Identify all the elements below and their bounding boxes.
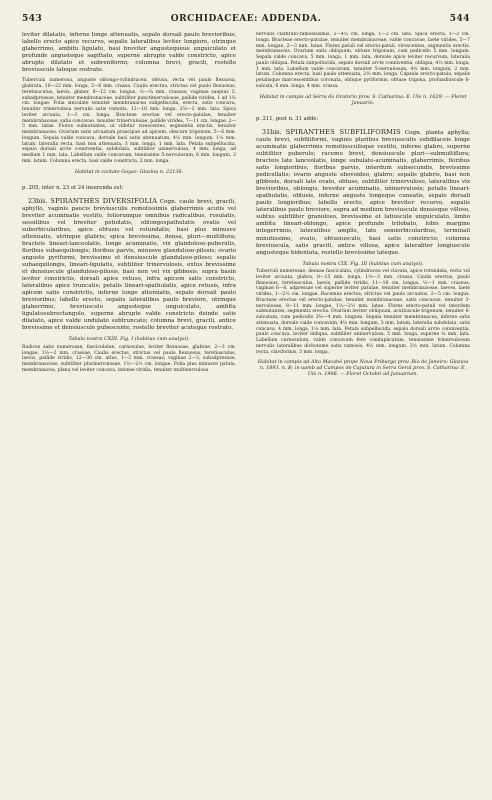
left-plate-reference: Tabula nostra CXIII. Fig. I (habitus cum analysi). — [68, 336, 190, 343]
species-name: SPIRANTHES DIVERSIFOLIA — [50, 196, 158, 205]
right-column — [256, 32, 470, 378]
right-species-entry — [256, 129, 470, 257]
species-diagnosis: caule brevi, gracili, aphyllo, vaginis paucis breviusculis remotissimis glaberrimis acutis vel breviter acuminatis vestito, foliorumque omnibus radicalibus, rosulatis, sessilibus vel breviter petiolatis, oblongospathulatis ovatis vel suborbicularibus, apice obtusis vel rotundatis, basi plus minusve attenuatis, utrinque glabris; spica brevissima, densa, pluri—multiflora; bracteis lineari-lanceolatis, longe acuminatis, vix glandoloso-puberulis, floribus subaequilongis; floribus parvis, minusve glanduloso-pilosis; ovario anguste pyriformi, brevissime et densiuscule glanduloso-piloso; sepalis subaequilongis, lineari-ligulatis, subtiliter trinervulosis, extus brevissime et densiuscule glanduloso-pilosis, basi non vel vix gibbosis, supra basin leviter constrictis, dorsali apice retuso, infra apicem satis constricto, lateralibus apice truncatis; petalis lineari-spathulatis, apice retusis, infra apicem satis constrictis, inferne longe attenuatis, sepalo dorsali paulo brevioribus; labello erecto, sepalis lateralibus paulo breviore, utrinque glaberrimo, breviusculo angusteque unguiculato, ambitu ligulatosubrectangulo, superne abrupte valde constricto deinde satis dilatato, apice valde undulato subtruncato; columna brevi, gracili, antice brevissime et densiuscule pubescente, rostello breviter acuteque rostrato. — [22, 198, 236, 332]
species-number: 31bis. — [262, 127, 282, 136]
left-insertion-note: p. 205, inter n. 23 et 24 inserenda est: — [22, 184, 124, 191]
right-habitat-1: Habitat in campis ad Serra do Oratorio prov. S. Catharina: E. Ule n. 1629. — Floret Januario. — [259, 93, 467, 106]
species-author: Cogn. — [404, 129, 422, 136]
right-insertion-note: p. 211, post n. 31 adde: — [256, 116, 319, 123]
right-plate-reference: Tabula nostra CIX. Fig. III (habitus cum analysi). — [302, 260, 424, 267]
left-description-2: Radices satis numerosae, fasciculatae, carnosulae, leviter flexuosae, glabrae, 2—3 cm. longae, 1¹⁄₂—2 mm. crassae. Caulis erectus, strictus vel paulo flexuosus, teretiusculus, laevis, pallide viridis, 12—30 cm. altus, 1—2 mm. crassus; vaginae 2—3, subadpressae, membranaceae, subtiliter plurinervulosae, 1¹⁄₂—2¹⁄₂ cm. longae. Folia plus minusve patula, membranacea, plana vel leviter concava, intense viridia, tenuiter multinervulosa — [22, 344, 236, 373]
right-continuation: nervulis clathrato-ramosissimis, 2—4¹⁄₂ cm. longa, 1—2 cm. lata. Spica erecta, 1—2 cm. longa. Bracteae erecto-patulae, tenuiter membranaceae, valde concavae, laete virides, 5—7 mm. longae, 2—3 mm. latae. Flores patuli vel erecto-patuli, virescentes, segmentis erectis, membranaceis. Ovarium satis obliquum, obtuse trigonum, cum pedicello 5 mm. longum. Sepala valde concava, 5 mm. longa, 1 mm. lata, dorsale apice leviter recurvum, lateralia paulo obliqua. Petala subpellucida, sepalo dorsali arcte conniventia, obliqua, 4¹⁄₂ mm. longa, 1 mm. lata. Labellum valde concavum, tenuiter 5-nervulosum, 4¹⁄₂ mm. longum, 2 mm. latum. Columna erecta, basi paulo attenuata, 2¹⁄₂ mm. longa. Capsula erecto-patula, sepalis petalisque marcescentibus coronata, oblique pyriformis, obtuse trigona, profundiuscule 6-sulcata, 6 mm. longa, 4 mm. crassa. — [256, 32, 470, 89]
left-description-1: Tubercula numerosa, anguste oblongo-cylindracea, obtusa, recta vel paulo flexuosa, glabrata, 10—22 mm. longa, 2—6 mm. crassa. Caulis erectus, strictus vel paulo flexuosus, teretiusculus, laevis, glaber, 8—12 cm. longus, ¹⁄₂—³⁄₄ mm. crassus; vaginae saepius 3, subadpressae, tenuiter membranaceae, subtiliter punctimervulosae, pallide virides, 1 ad 1¹⁄₂ cm. longae. Folia sinculate tenuiter membranacea subpellucida, erecta, satis concava, tenuiter trinervulosa nervulis satis remotis, 12—16 mm. longa, 2³⁄₄—3 mm. lata. Spica leviter arcuata, 1—3 cm. longa. Bracteae erectae vel erecto-patulae, tenuiter membranaceae, satis concavae, tenuiter trinervulosae, pallide virides, 7—11 cm. longae, 2—3 mm. latae. Flores subnutantes, ut videtur virescentes, segmentis erectis, tenuiter membranaceis. Ovarium satis arcuatum praecipue ad apicem, obscure trigonum, 5—6 mm. longum. Sepala valde concava, dorsale basi satis attenuatum, 4¹⁄₂ mm. longum, 1¹⁄₂ mm. latum, lateralia recta, basi non attenuata, 3 mm. longa, 1 mm. lata. Petala subpellucida, sepalo dorsali arcte conniventia, subdolata, subtiliter uninervulosa, 4 mm. longa, ad medium 1 mm. lata. Labellum valde concavum, tenuissime 5-nervulosum, 6 mm. longum, 2 mm. latum. Columna erecta, basi valde constricta, 2 mm. longa. — [22, 78, 236, 164]
species-diagnosis: planta aphylla; caule brevi, subfiliformi, vaginis pluribus breviusculis subdilaceis longe acuminatis glaberrimis remotiusculisque vestito, inferne glabro, superne subtiliter puberulo; racemo brevi, densiuscule pluri—submultiflora; bracteis late lanceolatis, longe subulato-acuminatis, glaberrimis, floribus satis longioribus; floribus parvis, interdum subsecundis, brevissime pedicellatis; ovario anguste obovoideo, glabro; sepalis glabris, basi non gibbosis, dorsali late ovato, obtuso, subtiliter trinervuloso, lateralibus vix brevioribus, oblongis, breviter acuminatis, uninervulosis; petalis lineari-spathulatis, obtusis, inferne anguste longeque cuneatis, sepalo dorsali paulo longioribus; labello erecto, apice breviter recurvo, sepalis lateralibus paulo breviore, supra ad medium breviuscule densisque villoso, subtus subtiliter granuloso, brevissime et latiuscule unguiculato, limbo ambitu lineari-oblongo, apice profunde trilobato, lobis margine integerrimis, lateralibus amplis, late semiorbicularibus, terminali minutissimo, ovato, obtusiusculo, basi satis constricto; columna breviuscula, satis gracili, antice villosa, apice lateraliter longiuscule angusteque bidentata, rostello brevissime lateque. — [256, 129, 470, 256]
right-page-number: 544 — [449, 14, 470, 24]
left-page-number: 543 — [22, 14, 43, 24]
running-header — [22, 14, 470, 26]
species-author: Cogn. — [159, 198, 177, 205]
right-description-2: Tuberculi numerosae, densae fasciculata, cylindracea vel clavata, apice rotundata, recta vel leviter arcuata, glabra, 8—15 mm. longa, 1¹⁄₂—3 mm. crassa. Caulis erectus, paulo flexuosus, teretiusculus, laevis, pallide viridis, 11—18 cm. longus, ¹⁄₂—1 mm. crassus; vaginae 6—8, adpressae vel superne leviter patulae, tenuiter membranaceae, laeves, laete virides, 1—2¹⁄₂ cm. longae. Racemus erectus, strictus vel paulo arcuatus, 2—5 cm. longus. Bracteae erectae vel erecto-patulae, tenuiter membranaceae, satis concavae, tenuiter 3-nervulosae, 8—11 mm. longae, 1¹⁄₂—2¹⁄₂ mm. latae. Flores erecto-patuli vel interdum subnutantes, segmentis erectis. Ovarium leviter obliquum, acutiuscule trigonum, tenuiter 6-sulcatum, cum pedicello 3¹⁄₂—4 mm. longum. Sepala tenuiter membranacea, inferne satis attenuata, dorsale valde concavum, 4¹⁄₂ mm. longum, 3 mm. latum, lateralia subdolata, satis concava, 4 mm. longa, 1¹⁄₂ mm. lata. Petala subpellucida, sepalo dorsali arcte conniventia, paulo concava, leviter obliqua, subtiliter uninervulosa, 5 mm. longa, superne ³⁄₄ mm. lata. Labellum carnosulum, valde concavum fere conduplicatum, tenuissime trinervulosum nervulis lateralibus dichotome satis ramosis, 4¹⁄₂ mm. longum, 3¹⁄₂ mm. latum. Columna recta, claviformis, 3 mm. longa. — [256, 269, 470, 355]
left-habitat-1: Habitat in civitate Goyaz: Glaziou n. 22138. — [74, 168, 184, 175]
left-intro-paragraph: leviter dilatatis, inferne longe attenuatis, sepalo dorsali paulo brevioribus; labello erecto apice recurvo, sepalis lateralibus leviter longiore, utrinque glaberrimo, ambitu ligulato, basi breviter angustequeue unguiculato et profunde angusteque sagittato, superne abrupte valde constricto, apice abrupte dilatato et subreniformi; columna brevi, gracili, rostello breviuscule lateque rostrato. — [22, 32, 236, 74]
species-name: SPIRANTHES SUBFILIFORMIS — [285, 127, 401, 136]
running-title: ORCHIDACEAE: ADDENDA. — [170, 14, 322, 24]
species-number: 23bis. — [28, 196, 48, 205]
left-column — [22, 32, 236, 374]
left-species-entry — [22, 198, 236, 333]
right-habitat-2: Habitat in campis ad Alto Macahé prope Nova Friburgo prov. Rio de Janeiro: Glaziou n. 1893. n. B; in uamb ad Campos de Cajutura in Serra Geral prov. S. Catharina: E. Ule n. 1906. — Floret Octobri ad Januarium. — [257, 359, 469, 378]
